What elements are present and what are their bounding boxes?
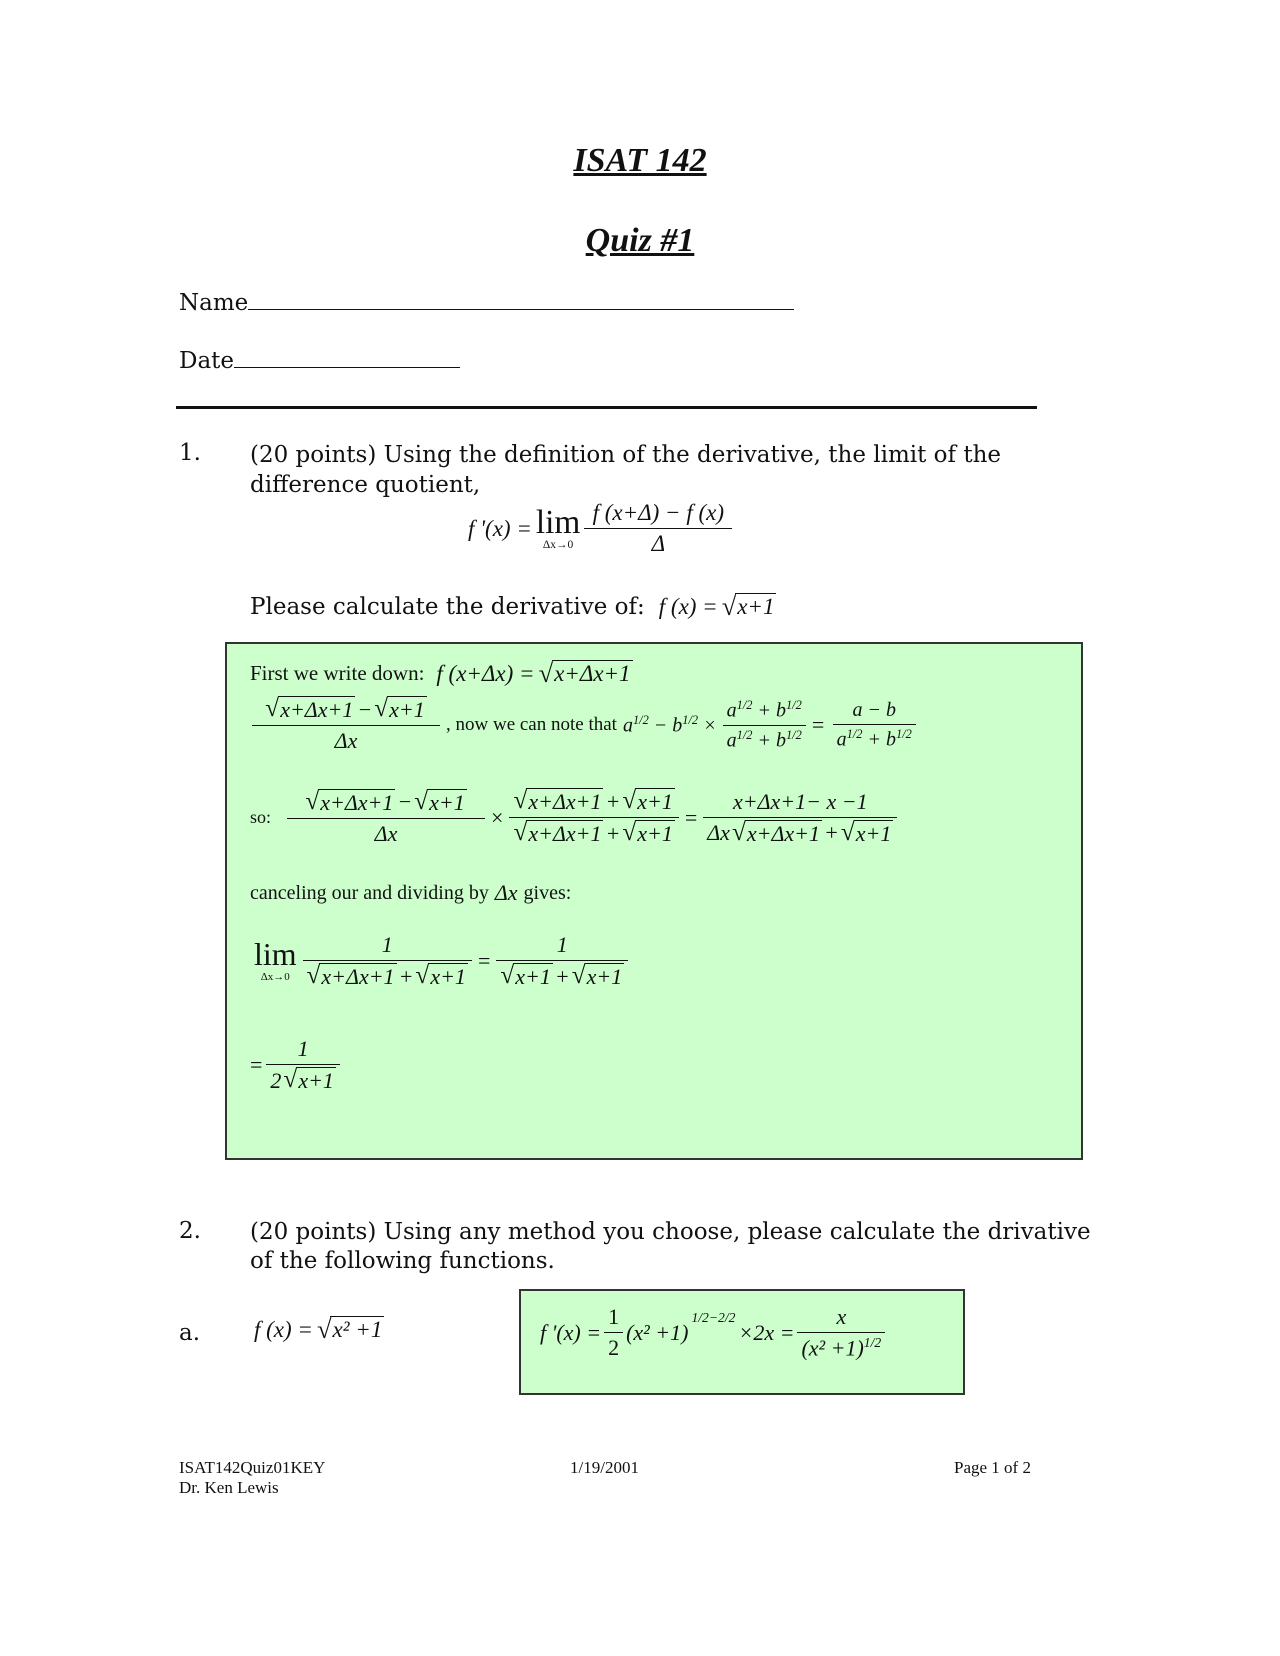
step1-label: First we write down:: [250, 661, 425, 685]
name-field: [179, 290, 794, 316]
footer-page: Page 1 of 2: [954, 1458, 1031, 1477]
q2a-result: [797, 1304, 885, 1361]
lim-subscript: Δx→0: [542, 539, 574, 552]
step3-rad1: x+Δx+1: [320, 789, 394, 815]
step5-eq: =: [477, 948, 491, 973]
step3-times: ×: [491, 804, 504, 830]
q2a-result-num: x: [836, 1304, 847, 1329]
step1-sqrt: √ x+Δx+1: [538, 658, 631, 688]
q2a-function: [254, 1316, 384, 1343]
cancel-tail: gives:: [523, 881, 572, 904]
step5-plus2: +: [554, 963, 570, 989]
final-eq: =: [250, 1052, 263, 1077]
step2-note: , now we can note that: [446, 714, 617, 735]
q2a-half: [604, 1304, 623, 1361]
conj-den-rad1: x+Δx+1: [528, 821, 602, 846]
step3-eq: =: [684, 804, 698, 830]
result-den-rad1: x+Δx+1: [746, 820, 820, 846]
answer-final: [250, 1036, 340, 1094]
step5-frac1-num: 1: [381, 932, 393, 957]
q2a-label: a.: [179, 1320, 201, 1346]
q2a-tail: ×2x =: [738, 1319, 795, 1345]
step5-lim-sub: Δx→0: [260, 970, 290, 983]
final-coef: 2: [270, 1067, 282, 1093]
q2a-answer-lhs: f '(x) =: [540, 1319, 602, 1345]
answer-step3: [250, 788, 897, 847]
step2-rad2: x+1: [389, 697, 425, 722]
identity-lhs: $a^{1/2} - b^{1/2}$ ×: [622, 712, 717, 737]
step3-result-num: x+Δx+1− x −1: [733, 788, 868, 814]
step5-rad2: x+1: [430, 964, 466, 989]
identity-factor: $\frac{a^{1/2} + b^{1/2}}{a^{1/2} + b^{1/2}}$: [723, 698, 806, 752]
q2-number: 2.: [179, 1218, 201, 1244]
header-divider: [176, 406, 1037, 409]
q2a-mid: (x² +1): [626, 1319, 689, 1345]
q1-prompt: [250, 440, 1001, 500]
quiz-title: Quiz #1: [585, 222, 695, 259]
step5-frac1: 1 √ x+Δx+1 + √ x+1: [303, 932, 472, 990]
dq-numerator: f (x+Δ) − f (x): [592, 500, 724, 525]
definition-limit: [535, 503, 581, 552]
date-label: Date: [179, 348, 235, 374]
footer-date: 1/19/2001: [570, 1458, 639, 1477]
q2a-answer: [540, 1304, 885, 1361]
q1-number: 1.: [179, 440, 201, 466]
q2a-exp: 1/2−2/2: [691, 1310, 736, 1325]
identity-rhs: $\frac{a - b}{a^{1/2} + b^{1/2}}$: [830, 699, 918, 752]
step3-den: Δx: [287, 818, 485, 847]
so-label: so:: [250, 807, 272, 827]
answer-step5: [254, 932, 628, 990]
q2-prompt: [250, 1218, 1091, 1276]
function-radicand: x+1: [737, 594, 775, 619]
result-den-plus: +: [823, 820, 839, 845]
q2-prompt-line1: (20 points) Using any method you choose, please calculate the drivative: [250, 1219, 1091, 1245]
conj-num-plus: +: [605, 788, 621, 814]
cancel-var: Δx: [494, 880, 518, 905]
step1-radicand: x+Δx+1: [554, 661, 631, 686]
conj-num-rad2: x+1: [637, 789, 673, 814]
q2a-half-num: 1: [608, 1304, 620, 1330]
date-field: [179, 348, 460, 374]
step2-rad1: x+Δx+1: [280, 697, 354, 722]
step3-minus: −: [397, 789, 413, 814]
q1-instruction: [250, 593, 776, 620]
footer-left: [179, 1458, 325, 1498]
function-lhs: f (x) =: [658, 593, 718, 619]
q1-prompt-line1: (20 points) Using the definition of the derivative, the limit of the: [250, 442, 1002, 468]
step1-lhs: f (x+Δx) =: [436, 660, 535, 686]
difference-quotient: [584, 500, 732, 557]
q2-prompt-line2: of the following functions.: [250, 1248, 555, 1274]
step5-frac2-num: 1: [556, 932, 568, 957]
lim-word: lim: [535, 503, 581, 541]
conj-den-plus: +: [605, 820, 621, 846]
step3-rad2: x+1: [429, 789, 465, 815]
answer-step2: [252, 696, 918, 754]
q2a-radicand: x² +1: [332, 1317, 383, 1342]
answer-step4: [250, 880, 571, 906]
q2a-function-lhs: f (x) =: [254, 1316, 313, 1342]
step5-rad3: x+1: [515, 964, 551, 989]
final-frac: 1 2 √ x+1: [266, 1036, 340, 1094]
cancel-text: canceling our and dividing by: [250, 881, 489, 904]
course-title: ISAT 142: [573, 142, 707, 179]
name-label: Name: [179, 290, 249, 316]
step5-rad4: x+1: [586, 964, 623, 989]
dq-denominator: Δ: [584, 528, 732, 557]
name-blank: [248, 309, 794, 310]
footer-doc-id: ISAT142Quiz01KEY: [179, 1458, 326, 1477]
step2-quotient: √ x+Δx+1 − √ x+1 Δx: [252, 696, 440, 754]
result-den-prefix: Δx: [707, 820, 730, 845]
step5-frac2: 1 √ x+1 + √ x+1: [496, 932, 628, 990]
step3-quotient: √ x+Δx+1 − √ x+1 Δx: [287, 789, 485, 847]
q2a-result-exp: 1/2: [863, 1335, 882, 1350]
answer-step1: [250, 660, 633, 687]
function-sqrt: √ x+1: [721, 591, 775, 621]
conj-den-rad2: x+1: [637, 821, 673, 846]
result-den-rad2: x+1: [855, 820, 892, 846]
date-blank: [234, 367, 460, 368]
final-rad: x+1: [298, 1068, 334, 1093]
step5-limit: [254, 939, 297, 983]
derivative-definition: [468, 500, 732, 557]
step5-lim-word: lim: [254, 937, 297, 973]
identity-rhs-num: a − b: [852, 698, 896, 721]
conj-num-rad1: x+Δx+1: [528, 789, 602, 814]
q2a-half-den: 2: [604, 1332, 623, 1361]
final-num: 1: [297, 1036, 309, 1061]
instruction-text: Please calculate the derivative of:: [250, 593, 645, 620]
definition-lhs: f '(x) =: [468, 515, 532, 541]
q2a-sqrt: √ x² +1: [316, 1314, 383, 1344]
footer-author: Dr. Ken Lewis: [179, 1478, 279, 1497]
step3-conjugate: √ x+Δx+1 + √ x+1 √ x+Δx+1 + √ x+1: [509, 788, 678, 847]
step2-den: Δx: [252, 725, 440, 754]
step3-result: x+Δx+1− x −1 Δx √ x+Δx+1 + √ x+1: [703, 789, 897, 847]
step5-plus1: +: [398, 963, 414, 989]
step2-minus: −: [357, 696, 373, 722]
q2a-result-den: (x² +1): [801, 1335, 864, 1361]
q1-prompt-line2: difference quotient,: [250, 472, 481, 498]
step5-rad1: x+Δx+1: [321, 964, 395, 989]
identity-eq: =: [811, 712, 825, 737]
